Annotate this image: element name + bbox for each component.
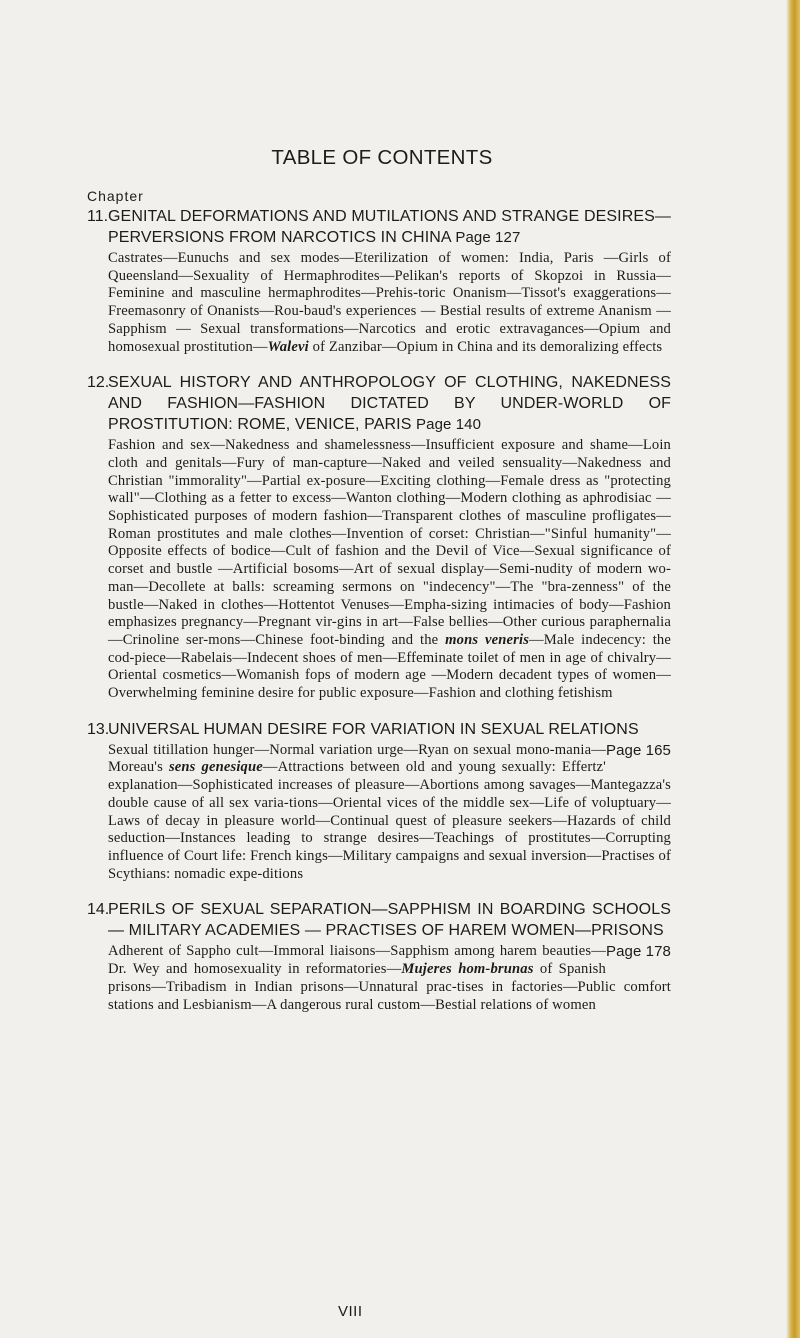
chapter-heading	[108, 206, 671, 248]
chapter-heading-text: SEXUAL HISTORY AND ANTHROPOLOGY OF CLOTHING, NAKEDNESS AND FASHION—FASHION DICTATED BY UNDER-WORLD OF PROSTITUTION: ROME, VENICE, PARIS	[108, 374, 671, 434]
page-folio: VIII	[338, 1303, 363, 1320]
chapter-summary	[108, 250, 671, 356]
page-reference: Page 165	[605, 741, 671, 759]
chapter-number: 12.	[87, 374, 110, 392]
toc-page	[87, 146, 671, 1030]
summary-italic: mons veneris	[445, 631, 530, 648]
page-reference: Page 178	[605, 943, 671, 961]
toc-entry-14	[87, 899, 671, 1014]
chapter-heading	[108, 372, 671, 435]
summary-text: —Attractions between old and young sexually: Effertz' explanation—Sophisticated increases of pleasure—Abortions among savages—Mantegazza's double cause of all sex varia-tions—Oriental vices of the middle sex—Life of voluptuary—Laws of decay in pleasure world—Continual quest of pleasure seekers—Hazards of child seduction—Instances leading to strange desires—Teachings of prostitutes—Corrupting influence of Court life: French kings—Military campaigns and sexual inversion—Practises of Scythians: nomadic expe-ditions	[108, 759, 671, 882]
summary-text: Fashion and sex—Nakedness and shamelessness—Insufficient exposure and shame—Loin cloth and genitals—Fury of man-capture—Naked and veiled sensuality—Nakedness and Christian "immorality"—Partial ex-posure—Exciting clothing—Female dress as "protecting wall"—Clothing as a fetter to excess—Wanton clothing—Modern clothing as aphrodisiac —Sophisticated purposes of modern fashion—Transparent clothes of masculine profligates—Roman prostitutes and male clothes—Invention of corset: Christian—"Sinful humanity"—Opposite effects of bodice—Cult of fashion and the Devil of Vice—Sexual significance of corset and bustle —Artificial bosoms—Art of sexual display—Semi-nudity of modern wo-man—Decollete at balls: screaming sermons on "indecency"—The "bra-zenness" of the bustle—Naked in clothes—Hottentot Venuses—Empha-sizing intimacies of body—Fashion emphasizes pregnancy—Pregnant vir-gins in art—False bellies—Other curious paraphernalia—Crinoline ser-mons—Chinese foot-binding and the	[108, 437, 671, 648]
summary-text: Castrates—Eunuchs and sex modes—Eterilization of women: India, Paris —Girls of Queensland—Sexuality of Hermaphrodites—Pelikan's reports of Skopzoi in Russia—Feminine and masculine hermaphrodites—Prehis-toric Onanism—Tissot's exaggerations—Freemasonry of Onanists—Rou-baud's experiences — Bestial results of extreme Ananism — Sapphism — Sexual transformations—Narcotics and erotic extravagances—Opium and homosexual prostitution—	[108, 250, 671, 355]
toc-entry-12	[87, 372, 671, 703]
toc-entry-13	[87, 719, 671, 884]
summary-text: Sexual titillation hunger—Normal variation urge—Ryan on sexual mono-mania—Moreau's	[108, 741, 606, 776]
chapter-number: 11.	[87, 208, 109, 225]
summary-italic: sens genesique	[168, 759, 263, 776]
summary-italic: Walevi	[267, 338, 309, 355]
chapter-summary	[108, 437, 671, 703]
page-title: TABLE OF CONTENTS	[271, 146, 493, 169]
page-reference: Page 140	[416, 416, 482, 434]
chapter-summary	[108, 742, 671, 884]
summary-text: Adherent of Sappho cult—Immoral liaisons—Sapphism among harem beauties—Dr. Wey and homosexuality in reformatories—	[108, 943, 606, 978]
chapter-summary	[108, 943, 671, 1014]
page-reference: Page 127	[455, 229, 521, 246]
summary-text: —Male indecency: the cod-piece—Rabelais—Indecent shoes of men—Effeminate toilet of men in age of chivalry—Oriental cosmetics—Womanish fops of modern age —Modern decadent types of women—Overwhelming feminine desire for public exposure—Fashion and clothing fetishism	[108, 631, 671, 702]
chapter-label: Chapter	[87, 188, 144, 204]
summary-italic: Mujeres hom-brunas	[401, 961, 534, 978]
page-edge	[786, 0, 800, 1338]
chapter-heading-text: UNIVERSAL HUMAN DESIRE FOR VARIATION IN SEXUAL RELATIONS	[108, 720, 639, 738]
chapter-heading-text: PERILS OF SEXUAL SEPARATION—SAPPHISM IN BOARDING SCHOOLS — MILITARY ACADEMIES — PRACTISES OF HAREM WOMEN—PRISONS	[108, 901, 671, 940]
chapter-number: 14.	[87, 901, 110, 919]
chapter-number: 13.	[87, 720, 110, 738]
summary-text: of Zanzibar—Opium in China and its demoralizing effects	[308, 338, 663, 355]
summary-text: of Spanish prisons—Tribadism in Indian prisons—Unnatural prac-tises in factories—Public comfort stations and Lesbianism—A dangerous rural custom—Bestial relations of women	[108, 961, 671, 1013]
chapter-heading-text: GENITAL DEFORMATIONS AND MUTILATIONS AND STRANGE DESIRES—PERVERSIONS FROM NARCOTICS IN CHINA	[108, 208, 671, 246]
toc-entry-11	[87, 206, 671, 356]
